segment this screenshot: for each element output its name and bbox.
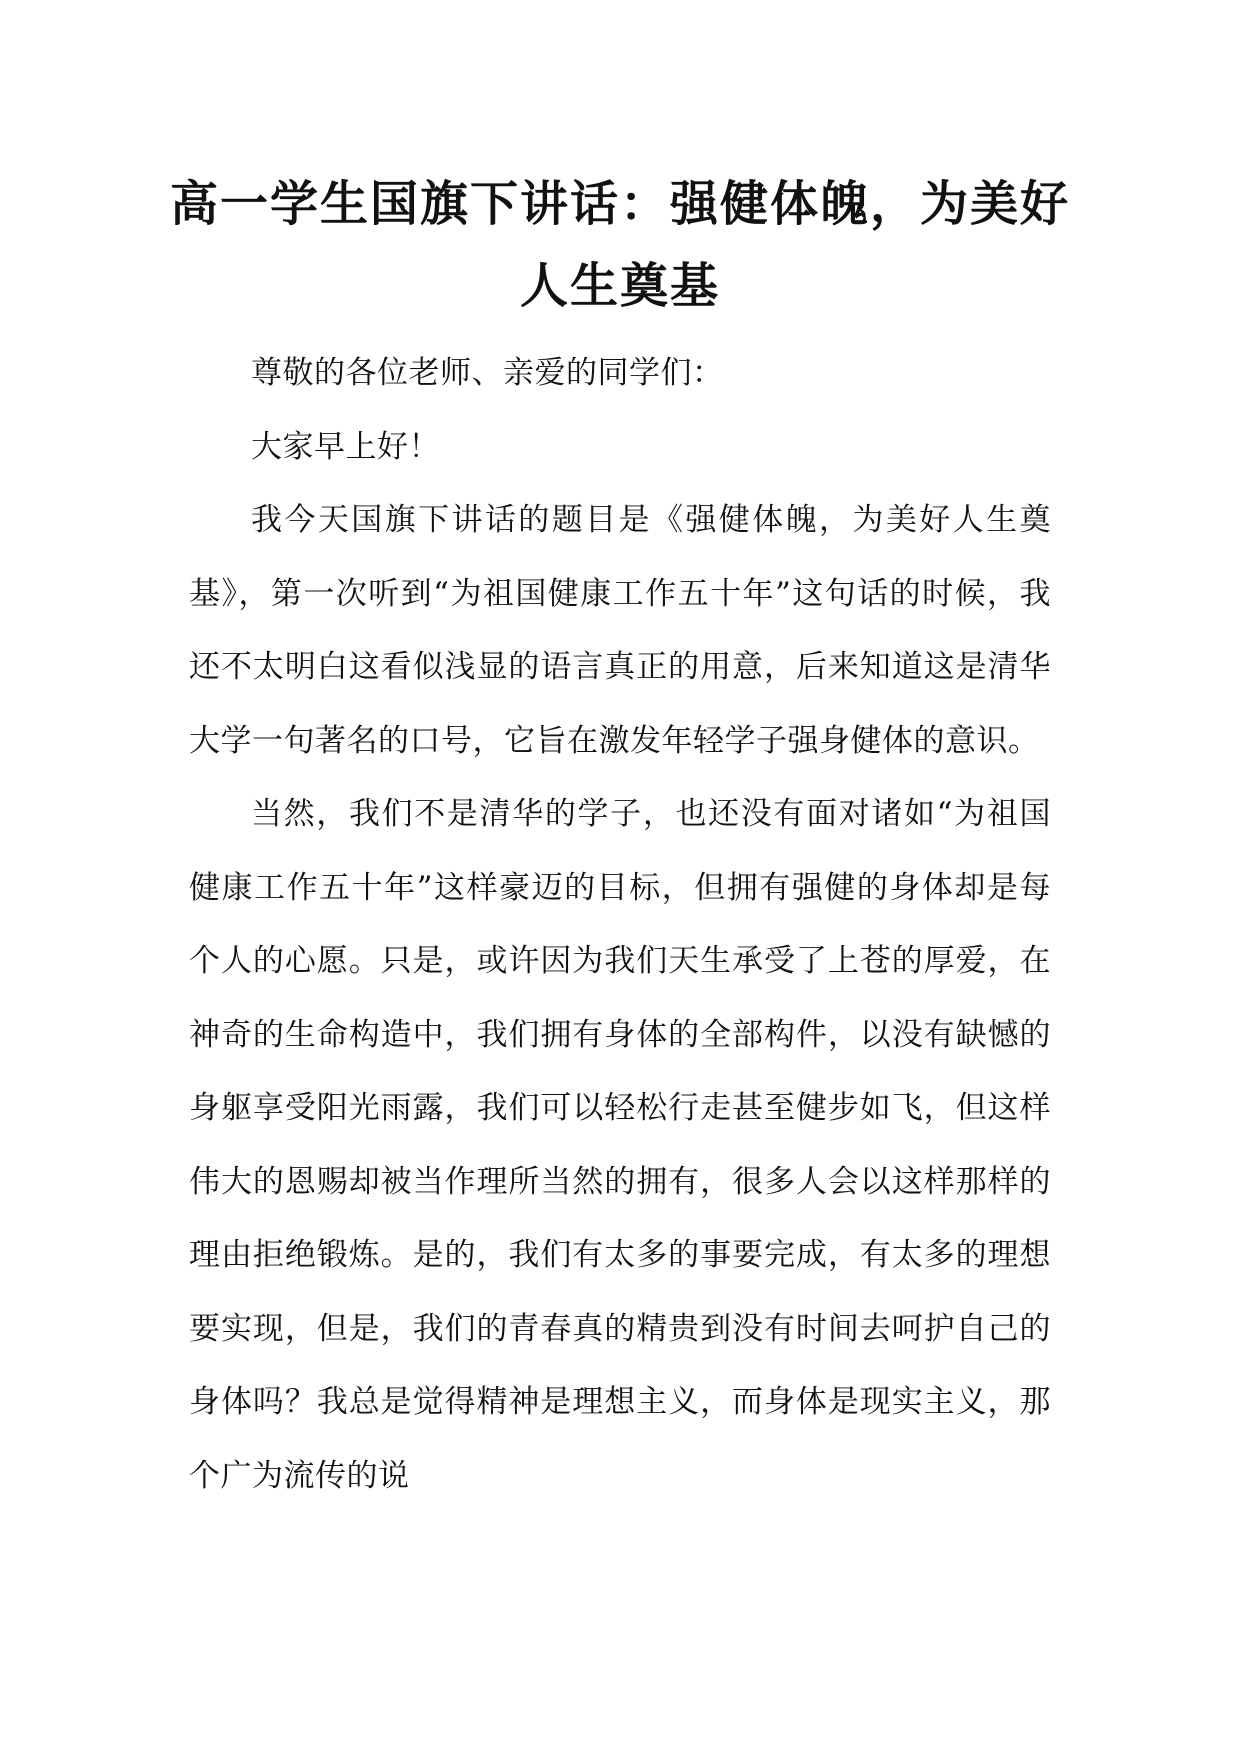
document-title: 高一学生国旗下讲话：强健体魄，为美好人生奠基 [169, 176, 1070, 314]
body-paragraph-2: 当然，我们不是清华的学子，也还没有面对诸如“为祖国健康工作五十年”这样豪迈的目标，但拥有强健的身体却是每个人的心愿。只是，或许因为我们天生承受了上苍的厚爱，在神奇的生命构造中，我们拥有身体的全部构件，以没有缺憾的身躯享受阳光雨露，我们可以轻松行走甚至健步如飞，但这样伟大的恩赐却被当作理所当然的拥有，很多人会以这样那样的理由拒绝锻炼。是的，我们有太多的事要完成，有太多的理想要实现，但是，我们的青春真的精贵到没有时间去呵护自己的身体吗？我总是觉得精神是理想主义，而身体是现实主义，那个广为流传的说 [189, 796, 1051, 1494]
salutation-line: 大家早上好！ [251, 428, 440, 465]
body-paragraph-1: 我今天国旗下讲话的题目是《强健体魄，为美好人生奠基》，第一次听到“为祖国健康工作五十年”这句话的时候，我还不太明白这看似浅显的语言真正的用意，后来知道这是清华大学一句著名的口号，它旨在激发年轻学子强身健体的意识。 [189, 502, 1051, 759]
document-body [189, 337, 1051, 1513]
greeting-line: 尊敬的各位老师、亲爱的同学们： [251, 355, 724, 391]
